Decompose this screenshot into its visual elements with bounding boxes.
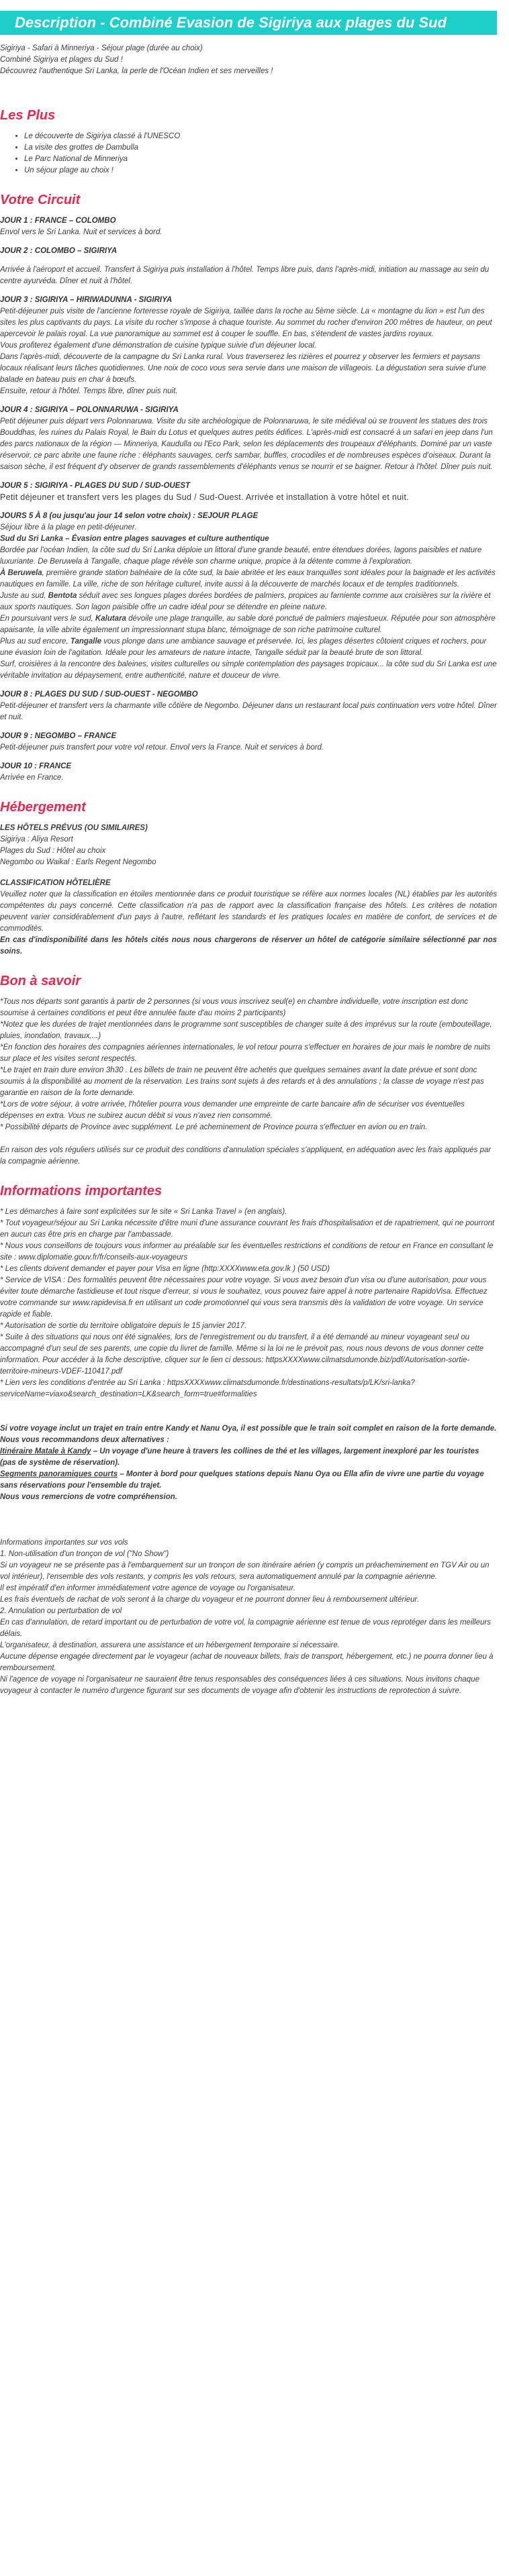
hotel-list xyxy=(0,834,497,868)
thanks-note: Nous vous remercions de votre compréhension. xyxy=(0,1493,177,1501)
hotel-item: Plages du Sud : Hôtel au choix xyxy=(0,847,106,855)
hotel-item: Negombo ou Waikal : Earls Regent Negombo xyxy=(0,858,156,866)
savoir-note: *Notez que les durées de trajet mentionnées dans le programme sont susceptibles de changer suite à des imprévus sur la route (embouteillage, pluies, inondation, travaux,...) xyxy=(0,1021,492,1040)
info-note: * Les démarches à faire sont explicitées sur le site « Sri Lanka Travel » (en anglais). xyxy=(0,1208,287,1216)
plus-list xyxy=(24,131,497,176)
flights-text: Aucune dépense engagée directement par le voyageur (achat de nouveaux billets, frais de transport, hébergement, etc.) ne pourra donner lieu à remboursement. xyxy=(0,1653,494,1672)
alternative-text: – Monter à bord pour quelques stations depuis Nanu Oya ou Ella afin de vivre une partie du voyage sans réservations pour l'ensemble du trajet. xyxy=(0,1470,484,1490)
page xyxy=(0,11,497,1697)
day-title: JOUR 1 : FRANCE – COLOMBO xyxy=(0,217,116,225)
savoir-note: * Possibilité départs de Province avec supplément. Le pré acheminement de Province pourra s'effectuer en avion ou en train. xyxy=(0,1123,428,1131)
section-heading-savoir: Bon à savoir xyxy=(0,974,81,988)
alternative-label: Segments panoramiques courts xyxy=(0,1470,118,1478)
day-title: JOUR 9 : NEGOMBO – FRANCE xyxy=(0,732,117,740)
classification-title: CLASSIFICATION HÔTELIÈRE xyxy=(0,879,111,887)
day-text-part: dévoile une plage tranquille, au sable doré ponctué de palmiers majestueux. Réputée pour son atmosphère apaisante, la ville abrite également un impressionnant stupa blanc, témoignage de son riche patrimoine culturel. xyxy=(0,615,496,634)
place-name: À Beruwela xyxy=(0,569,42,577)
savoir-notes xyxy=(0,996,497,1168)
day-text: Ensuite, retour à l'hôtel. Temps libre, dîner puis nuit. xyxy=(0,387,178,395)
savoir-note: En raison des vols réguliers utilisés sur ce produit des conditions d'annulation spéciales s'appliquent, en adéquation avec les frais appliqués par la compagnie aérienne. xyxy=(0,1146,492,1166)
day-text: Petit déjeuner et transfert vers les plages du Sud / Sud-Ouest. Arrivée et installation à votre hôtel et nuit. xyxy=(0,493,410,502)
flights-title: Informations importantes sur vos vols xyxy=(0,1539,128,1547)
info-note: * Lien vers les conditions d'entrée au Sri Lanka : httpsXXXXwww.climatsdumonde.fr/destinations-resultats/p/LK/sri-lanka?serviceName=viaxo&search_destination=LK&search_form=true#formalities xyxy=(0,1379,415,1398)
day-title: JOUR 8 : PLAGES DU SUD / SUD-OUEST - NEGOMBO xyxy=(0,690,198,699)
day-text: Bordée par l'océan Indien, la côte sud du Sri Lanka déploie un littoral d'une grande beauté, entre étendues dorées, lagons paisibles et nature luxuriante. De Beruwela à Tangalle, chaque plage révèle son charme unique, propice à la détente comme à l'exploration. xyxy=(0,546,482,566)
info-note: * Service de VISA : Des formalités peuvent être nécessaires pour votre voyage. Si vous avez besoin d'un visa ou d'une autorisation, pour vous éviter toute démarche fastidieuse et tout risque d'erreur, si vous le souhaitez, vous pouvez faire appel à notre partenaire RapidoVisa. Effectuez votre commande sur www.rapidevisa.fr en utilisant un code promotionnel qui vous sera transmis dès la validation de votre voyage. Un service rapide et fiable. xyxy=(0,1276,488,1319)
section-heading-hebergement: Hébergement xyxy=(0,800,86,815)
section-heading-infos: Informations importantes xyxy=(0,1184,163,1198)
hotels-title: LES HÔTELS PRÉVUS (OU SIMILAIRES) xyxy=(0,824,148,832)
alternative-text: – Un voyage d'une heure à travers les collines de thé et les villages, largement inexploré par les touristes (pas de système de réservation). xyxy=(0,1447,479,1467)
flights-item-title: 2. Annulation ou perturbation de vol xyxy=(0,1607,122,1615)
info-note: * Les clients doivent demander et payer pour Visa en ligne (http:XXXXwww.eta.gov.lk ) (50 USD) xyxy=(0,1265,330,1273)
savoir-note: *Le trajet en train dure environ 3h30 . Les billets de train ne peuvent être achetés que quelques semaines avant la date prévue et sont donc soumis à la disponibilité au moment de la réservation. Les trains sont sujets à des retards et à des annulations ; la classe de voyage n'est pas garantie en raison de la forte demande. xyxy=(0,1066,484,1097)
hotel-item: Sigiriya : Aliya Resort xyxy=(0,835,73,843)
day-text-part: vous plonge dans une ambiance sauvage et préservée. Ici, les plages désertes côtoient criques et rochers, pour une évasion loin de l'agitation. Idéale pour les amateurs de nature intacte, Tangalle séduit par la beauté brute de son littoral. xyxy=(0,637,487,657)
day-text: Séjour libre à la plage en petit-déjeuner. xyxy=(0,523,137,531)
info-note: * Nous vous conseillons de toujours vous informer au préalable sur les éventuelles restrictions et conditions de retour en France en consultant le site : www.diplomatie.gouv.fr/fr/conseils-aux-voyageurs xyxy=(0,1242,494,1261)
train-warning: Si votre voyage inclut un trajet en train entre Kandy et Nanu Oya, il est possible que le train soit complet en raison de la forte demande. xyxy=(0,1425,497,1433)
day-text: Petit-déjeuner et transfert vers la charmante ville côtière de Negombo. Déjeuner dans un restaurant local puis continuation vers votre hôtel. Dîner et nuit. xyxy=(0,702,497,721)
classification-note: En cas d'indisponibilité dans les hôtels cités nous nous chargerons de réserver un hôtel de catégorie similaire sélectionné par nos soins. xyxy=(0,936,497,956)
place-name: Bentota xyxy=(48,592,77,600)
flights-text: En cas d'annulation, de retard important ou de perturbation de votre vol, la compagnie aérienne est tenue de vous reprotéger dans les meilleurs délais. xyxy=(0,1618,491,1638)
flights-item-title: 1. Non-utilisation d'un tronçon de vol ("No Show") xyxy=(0,1550,169,1558)
train-alternative xyxy=(0,1469,497,1492)
day-text: Dans l'après-midi, découverte de la campagne du Sri Lanka rural. Vous traverserez les rizières et pourrez y observer les fermiers et paysans locaux réalisant leurs tâches quotidiennes. Une noix de coco vous sera servie dans une maison de villageois. La dégustation sera suivie d'une balade en bateau puis en char à bœufs. xyxy=(0,353,486,384)
page-title: Description - Combiné Evasion de Sigiriya aux plages du Sud xyxy=(0,11,497,35)
plus-item: • Un séjour plage au choix ! xyxy=(24,165,497,176)
day-text: Arrivée à l'aéroport et accueil. Transfert à Sigiriya puis installation à l'hôtel. Temps libre puis, dans l'après-midi, initiation au massage au sein du centre ayurvéda. Dîner et nuit à l'hôtel. xyxy=(0,266,490,285)
day-text: Petit déjeuner puis départ vers Polonnaruwa. Visite du site archéologique de Polonnaruwa, le site médiéval où se trouvent les statues des trois Bouddhas, les ruines du Palais Royal, le Bain du Lotus et quelques autres petits édifices. L'après-midi est consacré à un safari en jeep dans l'un des parcs nationaux de la région — Minneriya, Kaudulla ou l'Eco Park, selon les déplacements des troupeaux d'éléphants. Dominé par un vaste réservoir, ce parc abrite une faune riche : éléphants sauvages, cerfs sambar, buffles, crocodiles et de nombreuses espèces d'oiseaux. Durant la saison sèche, il est fréquent d'y observer de grands rassemblements d'éléphants venus se nourrir et se baigner. Retour à l'hôtel. Dîner puis nuit. xyxy=(0,417,493,471)
flights-text: Les frais éventuels de rachat de vols seront à la charge du voyageur et ne pourront donner lieu à remboursement ultérieur. xyxy=(0,1596,420,1604)
savoir-note: *Lors de votre séjour, à votre arrivée, l'hôtelier pourra vous demander une empreinte de carte bancaire afin de sécuriser vos éventuelles dépenses en extra. Vous ne subirez aucun débit si vous n'avez rien consommé. xyxy=(0,1100,465,1120)
flights-text: L'organisateur, à destination, assurera une assistance et un hébergement temporaire si nécessaire. xyxy=(0,1641,340,1649)
day-text-part: , première grande station balnéaire de la côte sud, la baie abritée et les eaux tranquilles sont idéales pour la baignade et les activités nautiques en famille. La ville, riche de son héritage culturel, invite aussi à la découverte de marchés locaux et de temples traditionnels. xyxy=(0,569,496,588)
day-subtitle: Sud du Sri Lanka – Évasion entre plages sauvages et culture authentique xyxy=(0,535,269,543)
place-name: Kalutara xyxy=(95,615,126,623)
day-text-part: Plus au sud encore, xyxy=(0,637,71,646)
intro-line: Sigiriya - Safari à Minneriya - Séjour plage (durée au choix) xyxy=(0,44,203,52)
day-title: JOUR 3 : SIGIRIYA – HIRIWADUNNA - SIGIRIYA xyxy=(0,296,173,304)
intro-line: Découvrez l'authentique Sri Lanka, la perle de l'Océan Indien et ses merveilles ! xyxy=(0,67,273,75)
flights-text: Ni l'agence de voyage ni l'organisateur ne sauraient être tenus responsables des conséquences liées à ces situations. Nous invitons chaque voyageur à contacter le numéro d'urgence figurant sur ses documents de voyage afin d'obtenir les instructions de reprotection à suivre. xyxy=(0,1676,479,1695)
day-text-part: En poursuivant vers le sud, xyxy=(0,615,95,623)
savoir-note: *Tous nos départs sont garantis à partir de 2 personnes (si vous vous inscrivez seul(e) en chambre individuelle, votre inscription est donc soumise à certaines conditions et peut être annulée faute d'au moins 2 participants) xyxy=(0,998,468,1017)
savoir-note: *En fonction des horaires des compagnies aériennes internationales, le vol retour pourra s'effectuer en horaires de jour mais le nombre de nuits sur place et les visites seront respectés. xyxy=(0,1043,491,1063)
info-note: * Autorisation de sortie du territoire obligatoire depuis le 15 janvier 2017. xyxy=(0,1322,247,1330)
plus-item: • Le découverte de Sigiriya classé à l'UNESCO xyxy=(24,131,497,142)
day-text xyxy=(0,636,497,659)
infos-notes xyxy=(0,1206,497,1697)
day-title: JOUR 10 : FRANCE xyxy=(0,762,72,770)
day-text: Envol vers le Sri Lanka. Nuit et services à bord. xyxy=(0,228,163,236)
place-name: Tangalle xyxy=(70,637,102,646)
intro-line: Combiné Sigiriya et plages du Sud ! xyxy=(0,56,123,64)
day-text: Vous profiterez également d'une démonstration de cuisine typique suivie d'un déjeuner local. xyxy=(0,342,317,350)
intro xyxy=(0,43,497,77)
day-text xyxy=(0,568,497,590)
day-text xyxy=(0,613,497,636)
train-alternative xyxy=(0,1446,497,1469)
day-title: JOUR 4 : SIGIRIYA – POLONNARUWA - SIGIRIYA xyxy=(0,406,179,414)
plus-item: • Le Parc National de Minneriya xyxy=(24,154,497,165)
info-note: * Tout voyageur/séjour au Sri Lanka nécessite d'être muni d'une assurance couvrant les frais d'hospitalisation et de rapatriement, qui ne pourront en aucun cas être pris en charge par l'ambassade. xyxy=(0,1219,495,1239)
day-text-part: Juste au sud, xyxy=(0,592,48,600)
day-text: Petit-déjeuner puis visite de l'ancienne forteresse royale de Sigiriya, taillée dans la roche au 5ème siècle. La « montagne du lion » est l'un des sites les plus captivants du pays. La visite du rocher s'impose à chaque touriste. Au sommet du rocher d'environ 200 mètres de hauteur, on peut apercevoir le palais royal. La vue panoramique au sommet est à couper le souffle. En bas, s'étendent de vastes jardins royaux. xyxy=(0,307,492,338)
section-heading-plus: Les Plus xyxy=(0,108,56,123)
classification-text: Veuillez noter que la classification en étoiles mentionnée dans ce produit touristique se réfère aux normes locales (NL) établies par les autorités compétentes du pays concerné. Cette classification n'a pas de rapport avec la classification française des hôtels. Les critères de notation peuvent varier considérablement d'un pays à l'autre, reflétant les standards et les pratiques locales en matière de confort, de services et de commodités. xyxy=(0,890,497,933)
alternative-label: Itinéraire Matale à Kandy xyxy=(0,1447,91,1455)
day-text: Surf, croisières à la rencontre des baleines, visites culturelles ou simple contemplation des paysages tropicaux... la côte sud du Sri Lanka est une véritable invitation au dépaysement, entre authenticité, nature et douceur de vivre. xyxy=(0,660,497,680)
day-title: JOURS 5 À 8 (ou jusqu'au jour 14 selon votre choix) : SEJOUR PLAGE xyxy=(0,512,259,520)
flights-text: Si un voyageur ne se présente pas à l'embarquement sur un tronçon de son itinéraire aérien (y compris un préacheminement en TGV Air ou un vol intérieur), l'ensemble des vols restants, y compris les vols retours, sera automatiquement annulé par la compagnie aérienne. xyxy=(0,1561,490,1581)
day-text xyxy=(0,590,497,613)
plus-item: • La visite des grottes de Dambulla xyxy=(24,142,497,154)
day-text: Arrivée en France. xyxy=(0,774,64,782)
train-recommendation: Nous vous recommandons deux alternatives : xyxy=(0,1436,169,1444)
day-title: JOUR 5 : SIGIRIYA - PLAGES DU SUD / SUD-OUEST xyxy=(0,482,191,490)
day-text-part: séduit avec ses longues plages dorées bordées de palmiers, propices au farniente comme aux croisières sur la rivière et aux sports nautiques. Son lagon paisible offre un cadre idéal pour se détendre en pleine nature. xyxy=(0,592,491,611)
flights-text: Il est impératif d'en informer immédiatement votre agence de voyage ou l'organisateur. xyxy=(0,1584,295,1592)
info-note: * Suite à des situations qui nous ont été signalées, lors de l'enregistrement ou du transfert, il a été demandé au mineur voyageant seul ou accompagné d'un seul de ses parents, une copie du livret de famille. Même si la loi ne le prévoit pas, nous nous devons de vous donner cette information. Pour accéder à la fiche descriptive, cliquer sur le lien ci dessous: httpsXXXXwww.cilmatsdumonde.biz/pdf/Autorisation-sortie-territoire-mineurs-VDEF-110417.pdf xyxy=(0,1333,484,1376)
day-title: JOUR 2 : COLOMBO – SIGIRIYA xyxy=(0,247,118,255)
day-text: Petit-déjeuner puis transfert pour votre vol retour. Envol vers la France. Nuit et services à bord. xyxy=(0,743,324,752)
section-heading-circuit: Votre Circuit xyxy=(0,193,81,207)
